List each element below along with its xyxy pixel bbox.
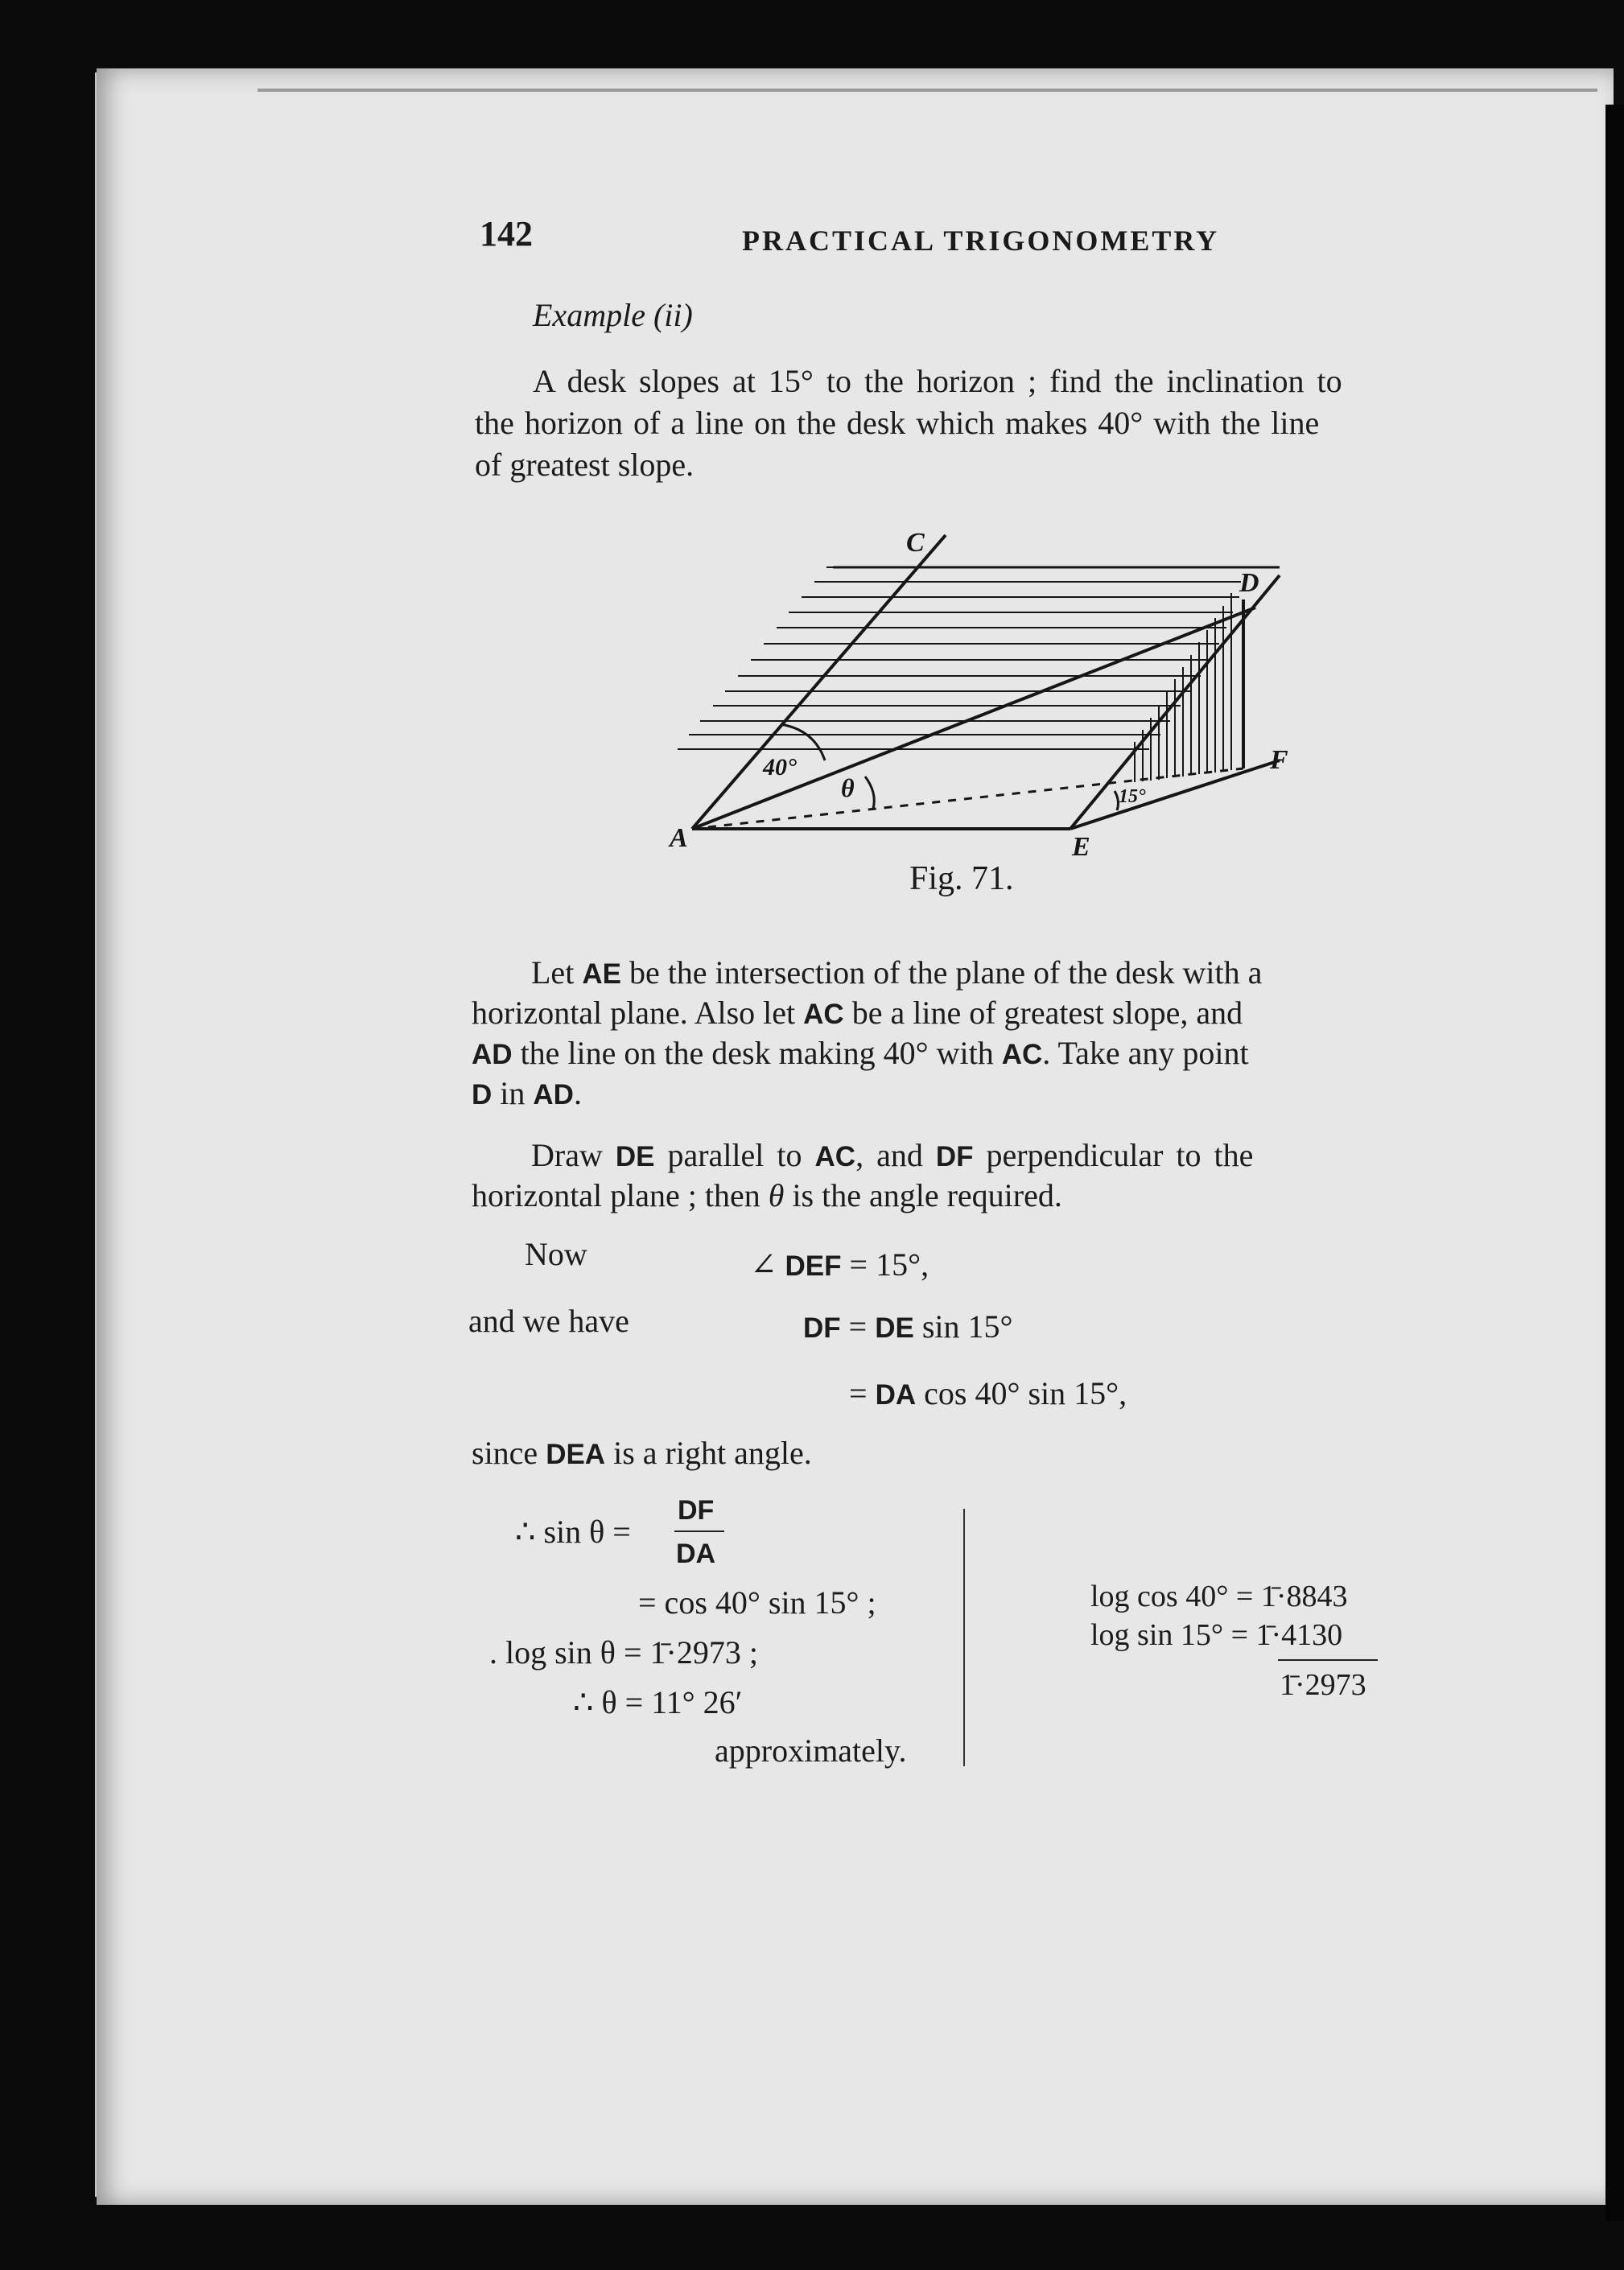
text: Draw bbox=[531, 1137, 616, 1173]
label-C: C bbox=[906, 528, 925, 558]
label-DEF: DEF bbox=[785, 1250, 842, 1282]
problem-line: the horizon of a line on the desk which makes 40° with the line bbox=[475, 405, 1320, 441]
text: . Take any point bbox=[1042, 1035, 1249, 1071]
label-AC: AC bbox=[803, 999, 844, 1030]
log-sin-15: log sin 15° = 1̄·4130 bbox=[1090, 1618, 1343, 1652]
text: is the angle required. bbox=[784, 1177, 1062, 1213]
text: sin 15° bbox=[913, 1308, 1013, 1345]
now-label: Now bbox=[525, 1236, 587, 1272]
theta-symbol: θ bbox=[768, 1177, 785, 1213]
label-D: D bbox=[1239, 568, 1259, 598]
equation-angle-DEF bbox=[750, 1246, 929, 1283]
para1-line-2 bbox=[472, 994, 1487, 1034]
text: . bbox=[573, 1075, 582, 1111]
label-DEA: DEA bbox=[546, 1439, 606, 1470]
equation-DA bbox=[849, 1374, 1127, 1412]
therefore-sin-theta: ∴ sin θ = bbox=[515, 1514, 631, 1550]
text: = bbox=[849, 1375, 876, 1411]
text: in bbox=[492, 1075, 534, 1111]
fraction-denominator: DA bbox=[676, 1539, 716, 1569]
log-sum: 1̄·2973 bbox=[1280, 1668, 1366, 1702]
label-D: D bbox=[472, 1079, 493, 1110]
para1-line-1 bbox=[472, 954, 1487, 994]
top-rule bbox=[258, 89, 1597, 92]
text: since bbox=[472, 1435, 546, 1471]
label-AD: AD bbox=[472, 1039, 513, 1070]
label-DF: DF bbox=[803, 1312, 841, 1344]
label-DA: DA bbox=[875, 1379, 917, 1411]
page-number: 142 bbox=[480, 214, 533, 253]
angle-15-arc bbox=[1115, 791, 1118, 810]
label-AD: AD bbox=[533, 1079, 574, 1110]
text: is a right angle. bbox=[605, 1435, 812, 1471]
label-DF: DF bbox=[935, 1141, 974, 1172]
problem-line: A desk slopes at 15° to the horizon ; find the inclination to bbox=[533, 363, 1342, 399]
text: horizontal plane. Also let bbox=[472, 995, 804, 1031]
column-divider bbox=[963, 1509, 965, 1766]
label-DE: DE bbox=[615, 1141, 655, 1172]
desk-hatching bbox=[678, 567, 1241, 749]
label-AE: AE bbox=[582, 958, 621, 990]
para1-line-3 bbox=[472, 1034, 1487, 1074]
and-we-have-label: and we have bbox=[468, 1303, 629, 1339]
text: cos 40° sin 15°, bbox=[916, 1375, 1127, 1411]
para2-line-2 bbox=[472, 1176, 1487, 1215]
label-E: E bbox=[1072, 832, 1090, 862]
fraction-bar bbox=[674, 1530, 724, 1532]
approximately: approximately. bbox=[715, 1732, 907, 1769]
equation-cos-sin: = cos 40° sin 15° ; bbox=[638, 1584, 876, 1621]
text: Let bbox=[531, 954, 583, 991]
label-40: 40° bbox=[763, 754, 797, 781]
text: , and bbox=[855, 1137, 936, 1173]
angle-symbol: ∠ bbox=[750, 1246, 777, 1283]
problem-line: of greatest slope. bbox=[475, 447, 695, 483]
text: parallel to bbox=[654, 1137, 815, 1173]
problem-text bbox=[475, 360, 1487, 486]
figure-71 bbox=[660, 519, 1304, 873]
text: the line on the desk making 40° with bbox=[512, 1035, 1002, 1071]
equation-theta: ∴ θ = 11° 26′ bbox=[573, 1684, 743, 1720]
log-cos-40: log cos 40° = 1̄·8843 bbox=[1090, 1580, 1348, 1613]
equation-DF bbox=[803, 1308, 1013, 1345]
since-line bbox=[472, 1434, 812, 1472]
paragraph-2 bbox=[472, 1136, 1487, 1215]
equation-log-sin: . log sin θ = 1̄·2973 ; bbox=[489, 1634, 758, 1671]
label-15: 15° bbox=[1119, 786, 1146, 807]
label-A: A bbox=[670, 823, 688, 853]
label-theta: θ bbox=[841, 773, 855, 802]
fraction-numerator: DF bbox=[678, 1495, 715, 1526]
para1-line-4 bbox=[472, 1074, 1487, 1114]
binding-shadow bbox=[1605, 105, 1624, 2221]
label-AC: AC bbox=[1001, 1039, 1043, 1070]
sum-rule bbox=[1278, 1659, 1378, 1661]
label-F: F bbox=[1270, 745, 1288, 775]
label-DE: DE bbox=[875, 1312, 914, 1344]
text: = 15°, bbox=[841, 1246, 929, 1283]
label-AC: AC bbox=[814, 1141, 856, 1172]
paragraph-1 bbox=[472, 954, 1487, 1114]
para2-line-1 bbox=[472, 1136, 1487, 1176]
text: horizontal plane ; then bbox=[472, 1177, 769, 1213]
example-label: Example (ii) bbox=[533, 297, 693, 333]
desk-edges bbox=[692, 535, 1280, 829]
running-head: PRACTICAL TRIGONOMETRY bbox=[742, 225, 1220, 257]
text: perpendicular to the bbox=[973, 1137, 1254, 1173]
figure-caption: Fig. 71. bbox=[909, 860, 1014, 897]
text: be a line of greatest slope, and bbox=[843, 995, 1243, 1031]
text: = bbox=[840, 1308, 876, 1345]
angle-theta-arc bbox=[865, 777, 874, 809]
text: be the intersection of the plane of the desk with a bbox=[620, 954, 1263, 991]
